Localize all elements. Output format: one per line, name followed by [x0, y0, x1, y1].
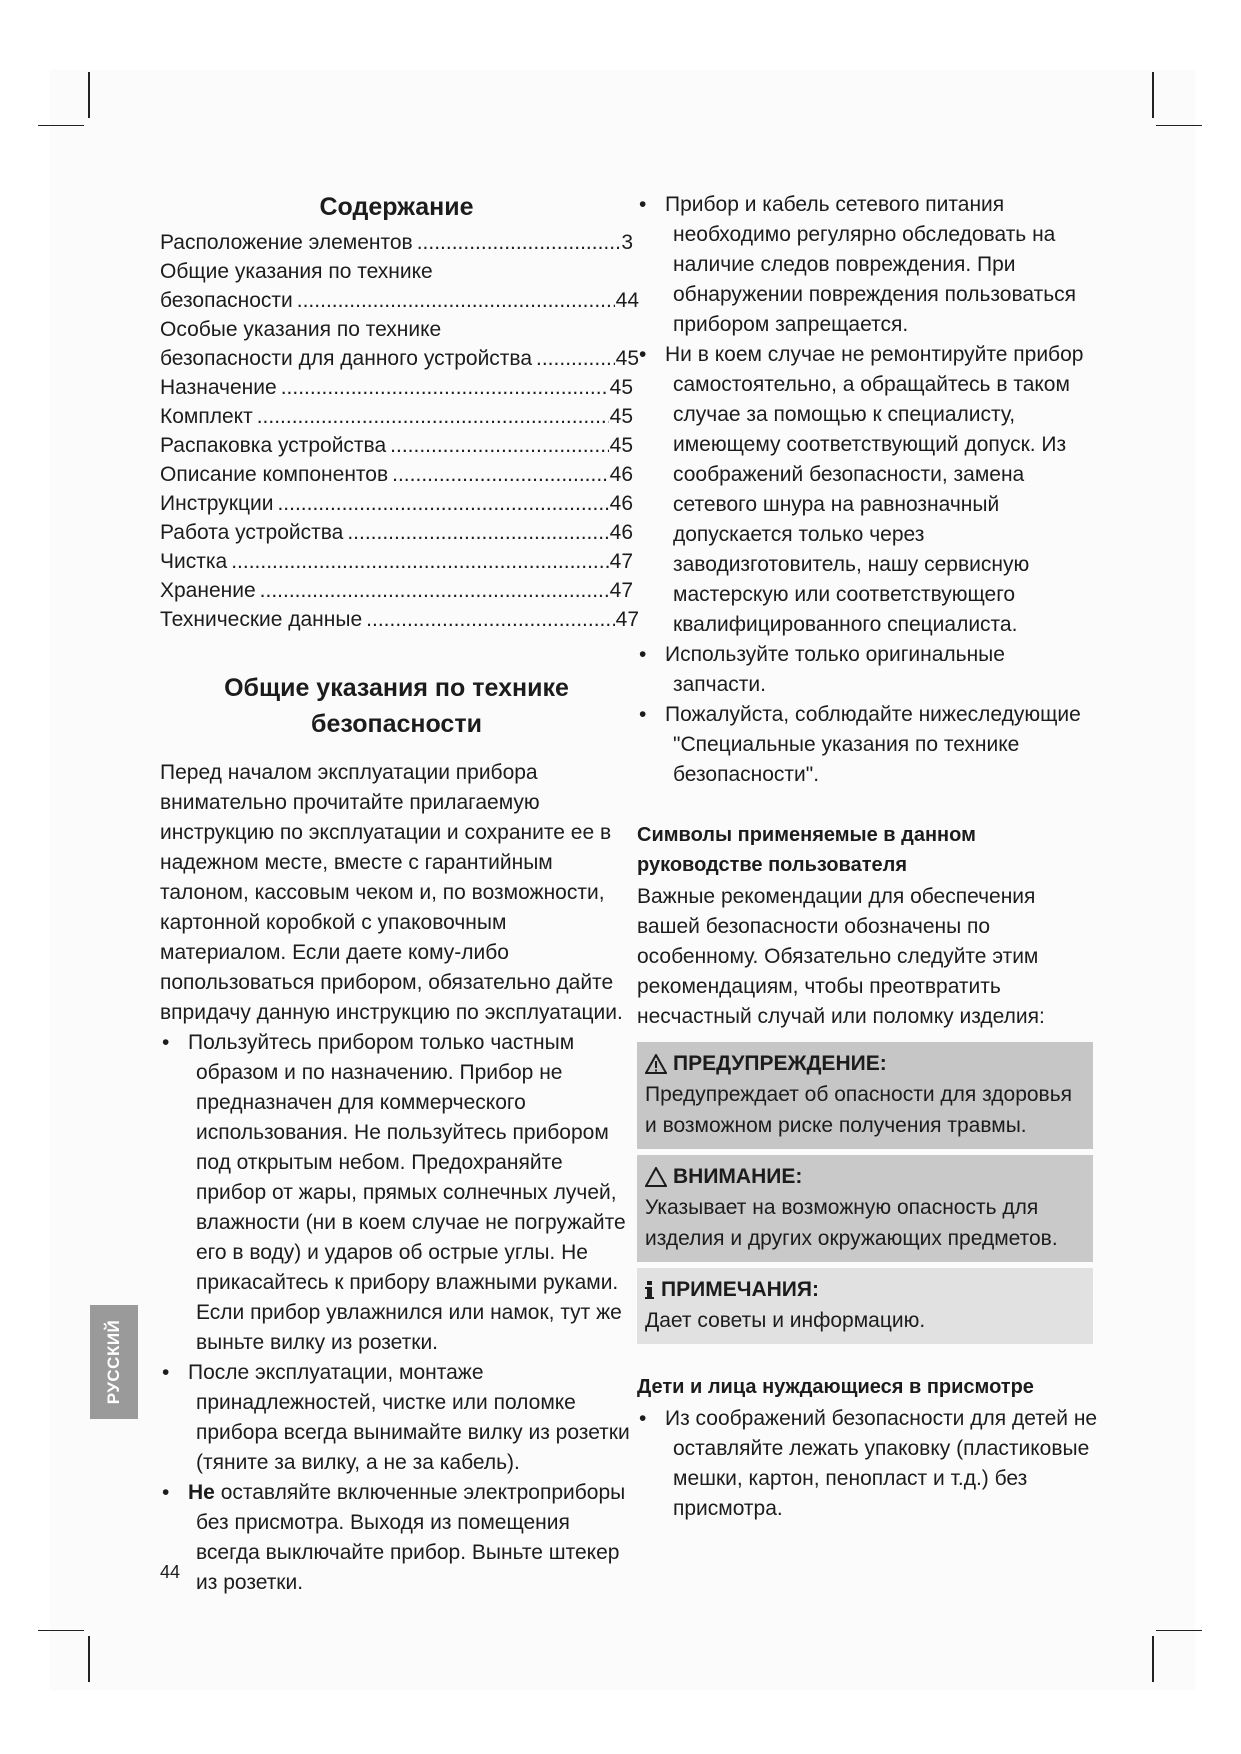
toc-leader-dots: [347, 518, 608, 547]
caution-title-text: ВНИМАНИЕ:: [673, 1165, 803, 1188]
safety-bullet-list-continued: [637, 190, 1099, 790]
list-item: [160, 1478, 633, 1598]
symbols-paragraph: Важные рекомендации для обеспечения вашей безопасности обозначены по особенному. Обязательно следуйте этим рекомендациям, чтобы преотвратить несчастный случай или поломку изделия:: [637, 885, 1045, 1028]
bullet-icon: •: [639, 1407, 647, 1430]
toc-entry-page: 44: [615, 289, 639, 312]
note-title: [645, 1274, 1085, 1305]
toc-entry-page: 45: [615, 347, 639, 370]
toc-entry[interactable]: [160, 576, 633, 605]
list-item-text: Пользуйтесь прибором только частным образом и по назначению. Прибор не предназначен для коммерческого использования. Не пользуйтесь прибором под открытым небом. Предохраняйте прибор от жары, прямых солнечных лучей, влажности (ни в коем случае не погружайте его в воду) и ударов об острые углы. Не прикасайтесь к прибору влажными руками. Если прибор увлажнился или намок, тут же выньте вилку из розетки.: [188, 1031, 626, 1354]
caution-title: [645, 1161, 1085, 1192]
toc-entry[interactable]: [160, 489, 633, 518]
emphasis-text: Не: [188, 1481, 215, 1504]
note-title-text: ПРИМЕЧАНИЯ:: [661, 1278, 819, 1301]
toc-entry[interactable]: [160, 518, 633, 547]
language-tab: [90, 1305, 138, 1419]
list-item-text-rest: оставляйте включенные электроприборы без присмотра. Выходя из помещения всегда выключайте прибор. Выньте штекер из розетки.: [196, 1481, 626, 1594]
toc-leader-dots: [536, 344, 615, 373]
list-item-text: Пожалуйста, соблюдайте нижеследующие "Специальные указания по технике безопасности".: [665, 703, 1081, 786]
toc-entry[interactable]: [160, 547, 633, 576]
crop-mark: [88, 72, 90, 118]
toc-entry-page: 3: [621, 231, 633, 254]
language-tab-label: РУССКИЙ: [104, 1319, 123, 1405]
toc-entry-label: Описание компонентов: [160, 463, 389, 486]
list-item: [637, 190, 1099, 340]
info-icon: [645, 1280, 655, 1300]
toc-entry-page: 47: [609, 550, 633, 573]
toc-entry-label: Инструкции: [160, 492, 274, 515]
toc-leader-dots: [257, 402, 609, 431]
list-item: [637, 640, 1099, 700]
crop-mark: [38, 125, 84, 126]
toc-entry-label: Чистка: [160, 550, 228, 573]
bullet-icon: •: [639, 343, 647, 366]
toc-entry-label: Расположение элементов: [160, 231, 413, 254]
toc-leader-dots: [231, 547, 608, 576]
toc-entry[interactable]: [160, 315, 639, 373]
toc-entry-label: Комплект: [160, 405, 253, 428]
toc-entry-page: 45: [609, 405, 633, 428]
toc-entry-page: 46: [609, 463, 633, 486]
toc-entry-label: Технические данные: [160, 608, 363, 631]
toc-entry-label: Хранение: [160, 579, 256, 602]
list-item-text: После эксплуатации, монтаже принадлежностей, чистке или поломке прибора всегда вынимайте вилку из розетки (тяните за вилку, а не за кабель).: [188, 1361, 630, 1474]
list-item: [160, 1028, 633, 1358]
toc-entry-label: Общие указания по технике: [160, 260, 433, 283]
safety-bullet-list: [160, 1028, 633, 1598]
toc-entry[interactable]: [160, 460, 633, 489]
list-item-text: Прибор и кабель сетевого питания необходимо регулярно обследовать на наличие следов повреждения. При обнаружении повреждения пользоваться прибором запрещается.: [665, 193, 1077, 336]
bullet-icon: •: [639, 703, 647, 726]
crop-mark: [1152, 1636, 1154, 1682]
toc-leader-dots: [297, 286, 615, 315]
bullet-icon: •: [162, 1481, 170, 1504]
toc-entry-label: безопасности: [160, 289, 293, 312]
warning-text: Предупреждает об опасности для здоровья и возможном риске получения травмы.: [645, 1083, 1073, 1137]
toc-entry-label: Назначение: [160, 376, 277, 399]
warning-box: [637, 1042, 1093, 1149]
page-number: 44: [160, 1562, 181, 1582]
toc-entry-page: 46: [609, 492, 633, 515]
section-title-line: безопасности: [311, 710, 482, 738]
symbols-heading: Символы применяемые в данном руководстве пользователя: [637, 824, 976, 876]
table-of-contents: [160, 228, 639, 634]
note-box: [637, 1268, 1093, 1344]
bullet-icon: •: [639, 193, 647, 216]
toc-entry[interactable]: [160, 373, 633, 402]
section-title-line: Общие указания по технике: [224, 674, 569, 702]
toc-entry-page: 45: [609, 376, 633, 399]
bullet-icon: •: [162, 1031, 170, 1054]
right-column: [637, 190, 1099, 1524]
section-title-general-safety: [160, 670, 633, 742]
toc-entry[interactable]: [160, 228, 633, 257]
toc-leader-dots: [390, 431, 608, 460]
warning-title: [645, 1048, 1085, 1079]
list-item-text: Из соображений безопасности для детей не оставляйте лежать упаковку (пластиковые мешки, картон, пенопласт и т.д.) без присмотра.: [665, 1407, 1098, 1520]
caution-box: [637, 1155, 1093, 1262]
toc-entry-page: 45: [609, 434, 633, 457]
list-item-text: Используйте только оригинальные запчасти.: [665, 643, 1005, 696]
warning-triangle-icon: [645, 1054, 667, 1074]
crop-mark: [1156, 125, 1202, 126]
list-item-text: Ни в коем случае не ремонтируйте прибор самостоятельно, а обращайтесь в таком случае за помощью к специалисту, имеющему соответствующий допуск. Из соображений безопасности, замена сетевого шнура на равнозначный допускается только через заводизготовитель, нашу сервисную мастерскую или соответствующего квалифицированного специалиста.: [665, 343, 1084, 636]
toc-leader-dots: [366, 605, 614, 634]
children-heading: Дети и лица нуждающиеся в присмотре: [637, 1376, 1034, 1398]
caution-text: Указывает на возможную опасность для изделия и других окружающих предметов.: [645, 1196, 1058, 1250]
toc-entry-label: безопасности для данного устройства: [160, 347, 533, 370]
list-item-text: [188, 1478, 633, 1598]
intro-paragraph: Перед началом эксплуатации прибора внимательно прочитайте прилагаемую инструкцию по эксплуатации и сохраните ее в надежном месте, вместе с гарантийным талоном, кассовым чеком и, по возможности, картонной коробкой с упаковочным материалом. Если даете кому-либо попользоваться прибором, обязательно дайте впридачу данную инструкцию по эксплуатации.: [160, 761, 623, 1024]
toc-title: Содержание: [319, 193, 474, 221]
toc-entry-label: Особые указания по технике: [160, 318, 442, 341]
list-item: [637, 1404, 1099, 1524]
toc-leader-dots: [277, 489, 608, 518]
crop-mark: [38, 1630, 84, 1631]
warning-title-text: ПРЕДУПРЕЖДЕНИЕ:: [673, 1052, 887, 1075]
crop-mark: [88, 1636, 90, 1682]
toc-entry[interactable]: [160, 257, 639, 315]
toc-leader-dots: [281, 373, 609, 402]
toc-leader-dots: [417, 228, 621, 257]
toc-entry-label: Работа устройства: [160, 521, 344, 544]
toc-entry[interactable]: [160, 402, 633, 431]
toc-entry-label: Распаковка устройства: [160, 434, 387, 457]
crop-mark: [1152, 72, 1154, 118]
left-column: [160, 190, 639, 1598]
list-item: [160, 1358, 633, 1478]
bullet-icon: •: [639, 643, 647, 666]
toc-entry-page: 47: [609, 579, 633, 602]
caution-triangle-icon: [645, 1167, 667, 1187]
toc-entry-page: 47: [615, 608, 639, 631]
crop-mark: [1156, 1630, 1202, 1631]
toc-leader-dots: [260, 576, 609, 605]
list-item: [637, 700, 1099, 790]
toc-entry[interactable]: [160, 431, 633, 460]
bullet-icon: •: [162, 1361, 170, 1384]
toc-leader-dots: [392, 460, 609, 489]
note-text: Дает советы и информацию.: [645, 1309, 926, 1332]
children-bullet-list: [637, 1404, 1099, 1524]
toc-entry-page: 46: [609, 521, 633, 544]
toc-entry[interactable]: [160, 605, 639, 634]
list-item: [637, 340, 1099, 640]
